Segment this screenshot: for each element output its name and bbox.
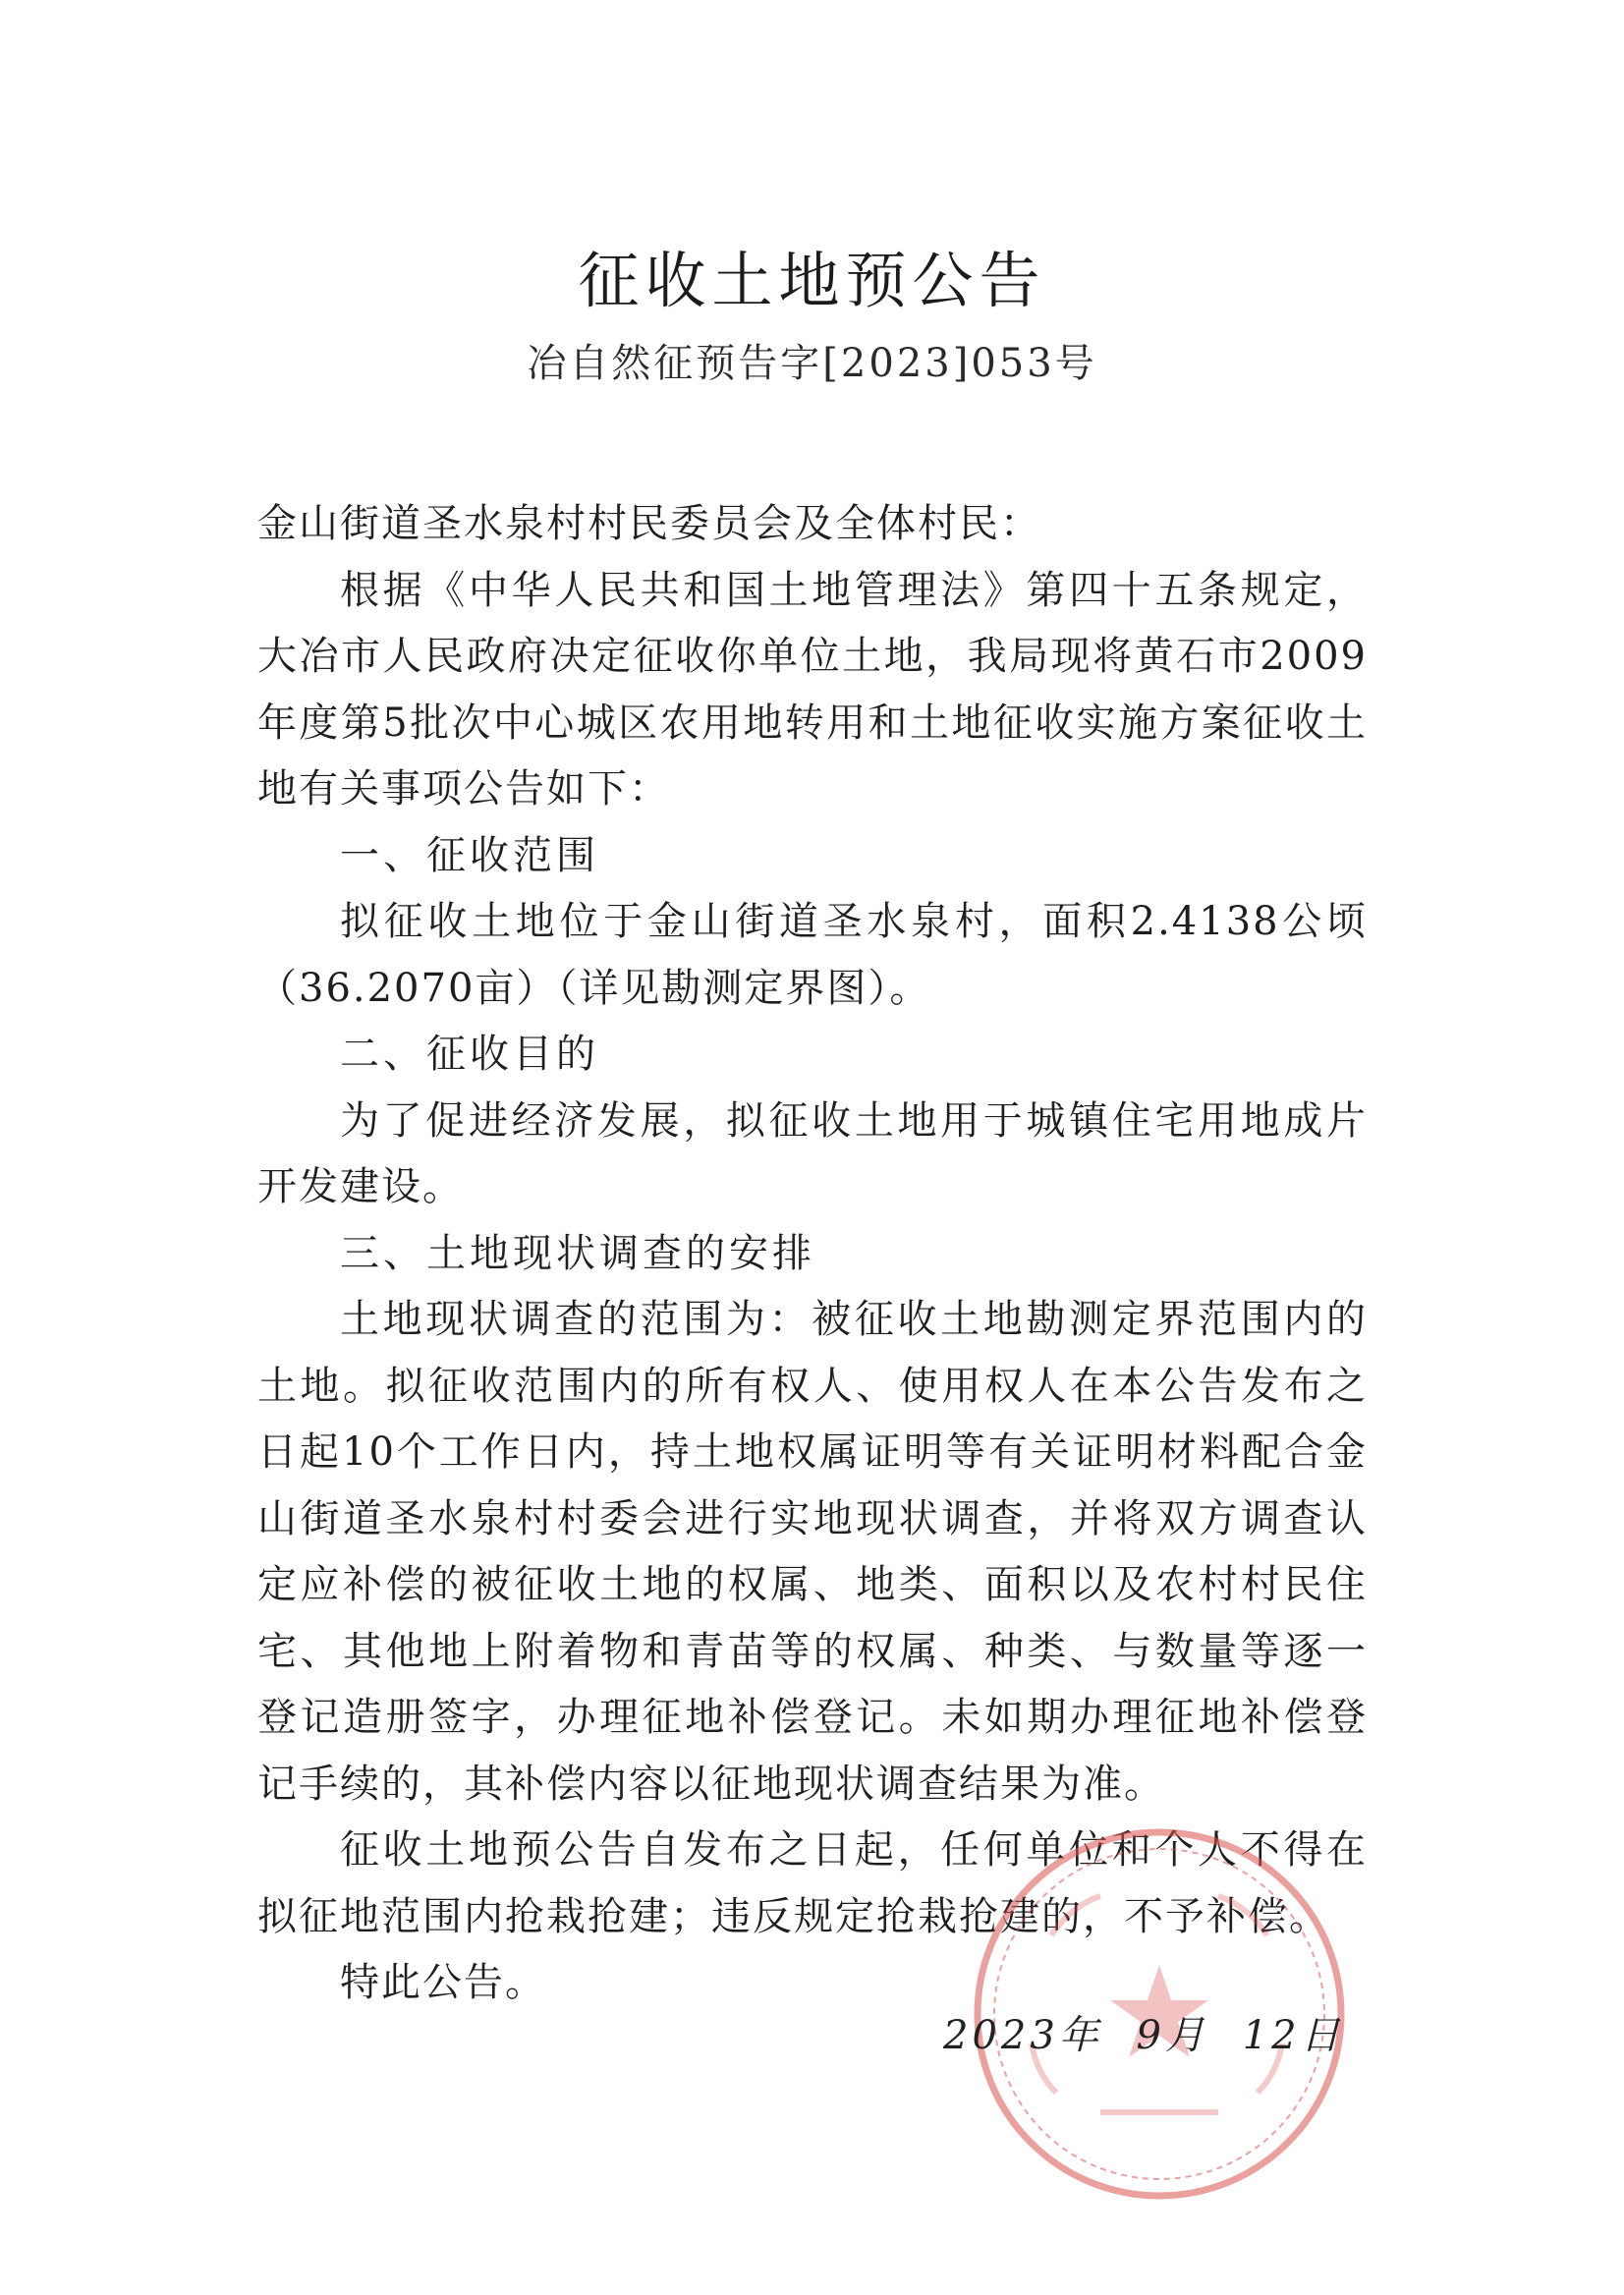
section-3-text: 土地现状调查的范围为：被征收土地勘测定界范围内的土地。拟征收范围内的所有权人、使用权人在本公告发布之日起10个工作日内，持土地权属证明等有关证明材料配合金山街道圣水泉村村委会进行实地现状调查，并将双方调查认定应补偿的被征收土地的权属、地类、面积以及农村村民住宅、其他地上附着物和青苗等的权属、种类、与数量等逐一登记造册签字，办理征地补偿登记。未如期办理征地补偿登记手续的，其补偿内容以征地现状调查结果为准。 bbox=[257, 1297, 1368, 1807]
section-2-text: 为了促进经济发展，拟征收土地用于城镇住宅用地成片开发建设。 bbox=[257, 1097, 1368, 1209]
sign-off: 特此公告。 bbox=[340, 1960, 546, 2005]
intro-paragraph: 根据《中华人民共和国土地管理法》第四十五条规定，大冶市人民政府决定征收你单位土地，我局现将黄石市2009年度第5批次中心城区农用地转用和土地征收实施方案征收土地有关事项公告如下： bbox=[257, 567, 1368, 812]
addressee: 金山街道圣水泉村村民委员会及全体村民： bbox=[257, 501, 1041, 546]
section-1-text: 拟征收土地位于金山街道圣水泉村，面积2.4138公顷（36.2070亩）（详见勘测定界图）。 bbox=[257, 899, 1368, 1011]
date-day: 12日 bbox=[1242, 2013, 1344, 2058]
document-number: 冶自然征预告字[2023]053号 bbox=[527, 341, 1097, 386]
section-1-heading: 一、征收范围 bbox=[340, 832, 599, 878]
date-month: 9月 bbox=[1136, 2013, 1208, 2058]
section-3-heading: 三、土地现状调查的安排 bbox=[340, 1230, 815, 1276]
document-title: 征收土地预公告 bbox=[578, 245, 1046, 316]
closing-paragraph: 征收土地预公告自发布之日起，任何单位和个人不得在拟征地范围内抢栽抢建；违反规定抢栽抢建的，不予补偿。 bbox=[257, 1827, 1368, 1939]
date-year: 2023年 bbox=[943, 2013, 1102, 2058]
document-body bbox=[257, 491, 1368, 2017]
section-2-heading: 二、征收目的 bbox=[340, 1032, 599, 1077]
issue-date bbox=[943, 2004, 1362, 2060]
